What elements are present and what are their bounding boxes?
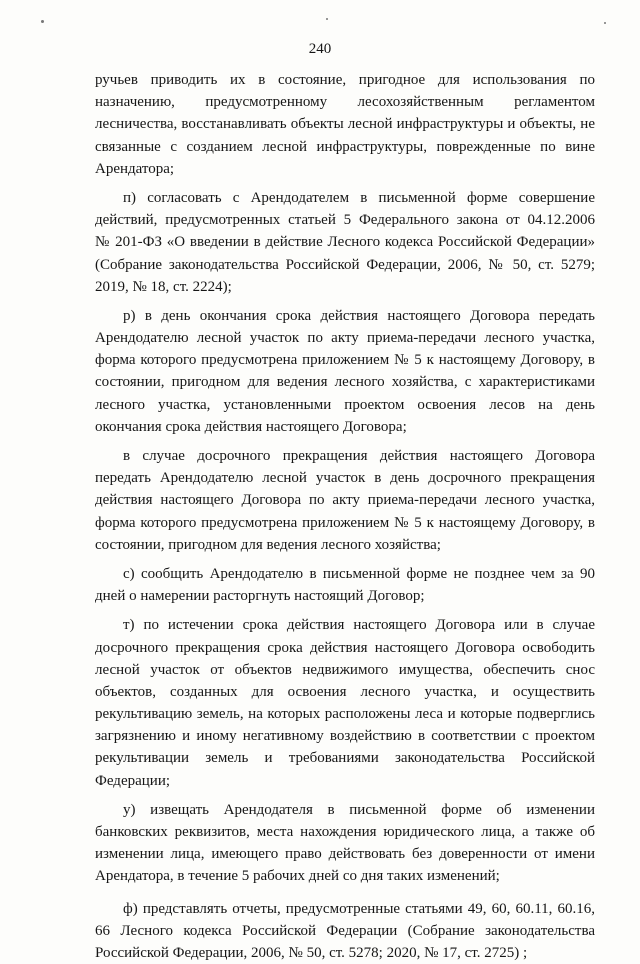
text-line: Арендодателю лесной участок по акту приема-передачи лесного участка,: [95, 330, 595, 347]
text-line: назначению, предусмотренному лесохозяйственным регламентом: [95, 94, 595, 111]
text-line: Арендатора;: [95, 160, 175, 177]
text-line: банковских реквизитов, места нахождения юридического лица, а также об: [95, 824, 595, 840]
text-line: 2019, № 18, ст. 2224);: [95, 278, 232, 295]
text-line: Арендатора, в течение 5 рабочих дней со дня таких изменений;: [95, 868, 500, 885]
text-line: в случае досрочного прекращения действия настоящего Договора: [123, 448, 595, 464]
text-line: ручьев приводить их в состояние, пригодное для использования по: [95, 72, 595, 88]
text-line: лесной участок от объектов недвижимого имущества, обеспечить снос: [95, 661, 595, 678]
text-line: досрочного прекращения срока действия настоящего Договора освободить: [95, 639, 595, 656]
text-line: (Собрание законодательства Российской Федерации, 2006, № 50, ст. 5279;: [95, 256, 595, 273]
text-line: форма которого предусмотрена приложением № 5 к настоящему Договору, в: [95, 352, 595, 369]
text-line: передать Арендодателю лесной участок в день досрочного прекращения: [95, 470, 595, 487]
text-line: лесного участка, установленными проектом освоения лесов на день: [95, 396, 595, 413]
text-line: лесничества, восстанавливать объекты лесной инфраструктуры и объекты, не: [95, 116, 595, 133]
text-line: с) сообщить Арендодателю в письменной форме не позднее чем за 90: [123, 565, 595, 582]
text-line: ф) представлять отчеты, предусмотренные статьями 49, 60, 60.11, 60.16,: [123, 900, 595, 917]
scan-speck: [326, 18, 328, 20]
paragraph: [95, 614, 595, 792]
scan-speck: [604, 22, 606, 24]
text-line: Российской Федерации, 2006, № 50, ст. 5278; 2020, № 17, ст. 2725) ;: [95, 944, 528, 961]
text-line: форма которого предусмотрена приложением № 5 к настоящему Договору, в: [95, 514, 595, 531]
text-line: п) согласовать с Арендодателем в письменной форме совершение: [123, 189, 595, 206]
paragraph: [95, 799, 595, 888]
text-line: дней о намерении расторгнуть настоящий Договор;: [95, 588, 425, 605]
text-line: загрязнению и иному негативному воздействию в соответствии с проектом: [95, 728, 595, 745]
text-line: состоянии, пригодном для ведения лесного хозяйства, с характеристиками: [95, 374, 595, 391]
document-body: [95, 69, 595, 964]
paragraph: [95, 898, 595, 964]
scan-speck: [41, 20, 44, 23]
paragraph: [95, 187, 595, 298]
text-line: рекультивацию земель, на которых расположены леса и которые подверглись: [95, 706, 595, 723]
paragraph: [95, 445, 595, 556]
text-line: т) по истечении срока действия настоящего Договора или в случае: [123, 617, 595, 634]
text-line: окончания срока действия настоящего Договора;: [95, 418, 407, 435]
paragraph: [95, 69, 595, 180]
paragraph: [95, 305, 595, 438]
text-line: у) извещать Арендодателя в письменной форме об изменении: [123, 801, 595, 818]
text-line: № 201-ФЗ «О введении в действие Лесного кодекса Российской Федерации»: [95, 234, 595, 251]
text-line: действия настоящего Договора по акту приема-передачи лесного участка,: [95, 492, 595, 509]
text-line: состоянии, пригодном для ведения лесного хозяйства;: [95, 536, 441, 553]
text-line: объектов, созданных для освоения лесного участка, и осуществить: [95, 683, 595, 700]
text-line: связанные с созданием лесной инфраструктуры, поврежденные по вине: [95, 138, 595, 155]
text-line: рекультивации земель и требованиями законодательства Российской: [95, 750, 595, 767]
text-line: действий, предусмотренных статьей 5 Федерального закона от 04.12.2006: [95, 212, 595, 229]
text-line: 66 Лесного кодекса Российской Федерации (Собрание законодательства: [95, 922, 595, 939]
paragraph: [95, 563, 595, 607]
text-line: р) в день окончания срока действия настоящего Договора передать: [123, 307, 595, 324]
text-line: изменении лица, имеющего право действовать без доверенности от имени: [95, 846, 595, 863]
page-number: 240: [308, 41, 332, 57]
text-line: Федерации;: [95, 772, 171, 789]
